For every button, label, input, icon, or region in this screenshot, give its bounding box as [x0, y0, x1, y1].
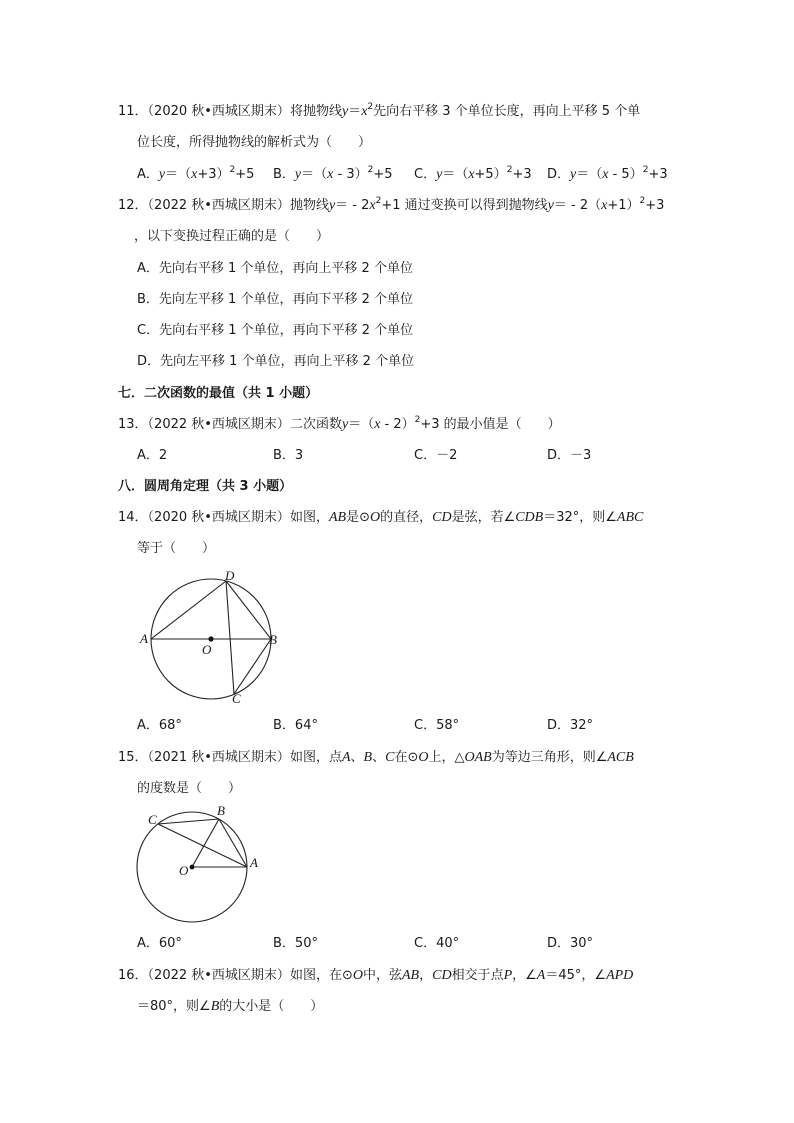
q14-line1: 14．（2020 秋•西城区期末）如图，AB是⊙O的直径，CD是弦，若∠CDB＝32°，则∠ABC [118, 510, 644, 525]
q14-line2: 等于（ ） [137, 541, 216, 556]
q14-chord-db [226, 581, 271, 639]
q16-line2: ＝80°，则∠B的大小是（ ） [137, 999, 324, 1014]
q14-label-a: A [140, 631, 148, 646]
q15-segment-ob [192, 819, 219, 867]
q14-chord-ad [151, 581, 226, 639]
q14-option-b: B．64° [273, 718, 318, 733]
section-heading-8: 八．圆周角定理（共 3 小题） [118, 479, 293, 494]
q13-option-d: D．－3 [547, 448, 592, 463]
q14-label-d: D [225, 568, 235, 583]
q15-label-a: A [250, 855, 258, 870]
q12-line1: 12．（2022 秋•西城区期末）抛物线$y= - 2x^2+1$ 通过变换可以得到抛物线$y= - 2(x+1)^2+3$ [118, 196, 665, 213]
q14-chord-cb [234, 639, 271, 694]
q12-option-c: C．先向右平移 1 个单位，再向下平移 2 个单位 [137, 323, 414, 338]
q11-option-d: D．y＝（x - 5）$^2$+3 [547, 165, 668, 182]
q13-option-c: C．－2 [414, 448, 458, 463]
q15-circle-figure [134, 800, 270, 930]
q12-line2: ，以下变换过程正确的是（ ） [134, 229, 330, 244]
q13-line1: 13．（2022 秋•西城区期末）二次函数y＝（x - 2）$^2$+3 的最小值是（ ） [118, 415, 561, 432]
q11-line2: 位长度，所得抛物线的解析式为（ ） [137, 135, 372, 150]
q14-center-dot [208, 636, 213, 641]
q14-option-d: D．32° [547, 718, 594, 733]
q13-option-a: A．2 [137, 448, 168, 463]
q15-label-b: B [217, 803, 225, 818]
q15-label-o: O [179, 863, 189, 878]
q15-segment-cb [158, 819, 219, 824]
q14-option-c: C．58° [414, 718, 460, 733]
q16-line1: 16．（2022 秋•西城区期末）如图，在⊙O中，弦AB，CD相交于点P，∠A＝45°，∠APD [118, 968, 634, 983]
q15-line2: 的度数是（ ） [137, 781, 242, 796]
q11-option-b: B．y＝（x - 3）$^2$+5 [273, 165, 393, 182]
q12-option-d: D．先向左平移 1 个单位，再向上平移 2 个单位 [137, 354, 415, 369]
q14-label-c: C [232, 691, 241, 706]
q14-chord-dc [226, 581, 234, 694]
q15-label-c: C [148, 812, 157, 827]
q11-option-c: C．$y=(x+5)^2+3$ [414, 165, 532, 182]
q14-label-o: O [202, 642, 212, 657]
q15-option-d: D．30° [547, 936, 594, 951]
q15-option-a: A．60° [137, 936, 182, 951]
q11-option-a: A．$y=(x+3)^2+5$ [137, 165, 255, 182]
section-heading-7: 七．二次函数的最值（共 1 小题） [118, 386, 319, 401]
q14-option-a: A．68° [137, 718, 182, 733]
q11-line1: 11．（2020 秋•西城区期末）将抛物线$y=x^2$先向右平移 3 个单位长度，再向上平移 5 个单 [118, 102, 641, 119]
q12-option-b: B．先向左平移 1 个单位，再向下平移 2 个单位 [137, 292, 413, 307]
q14-circle-figure [136, 566, 286, 708]
q15-option-b: B．50° [273, 936, 318, 951]
q14-label-b: B [269, 632, 277, 647]
q15-line1: 15．（2021 秋•西城区期末）如图，点A、B、C在⊙O上，△OAB为等边三角形，则∠ACB [118, 750, 634, 765]
q15-center-dot [190, 865, 195, 870]
q13-option-b: B．3 [273, 448, 304, 463]
q15-option-c: C．40° [414, 936, 460, 951]
q12-option-a: A．先向右平移 1 个单位，再向上平移 2 个单位 [137, 261, 413, 276]
